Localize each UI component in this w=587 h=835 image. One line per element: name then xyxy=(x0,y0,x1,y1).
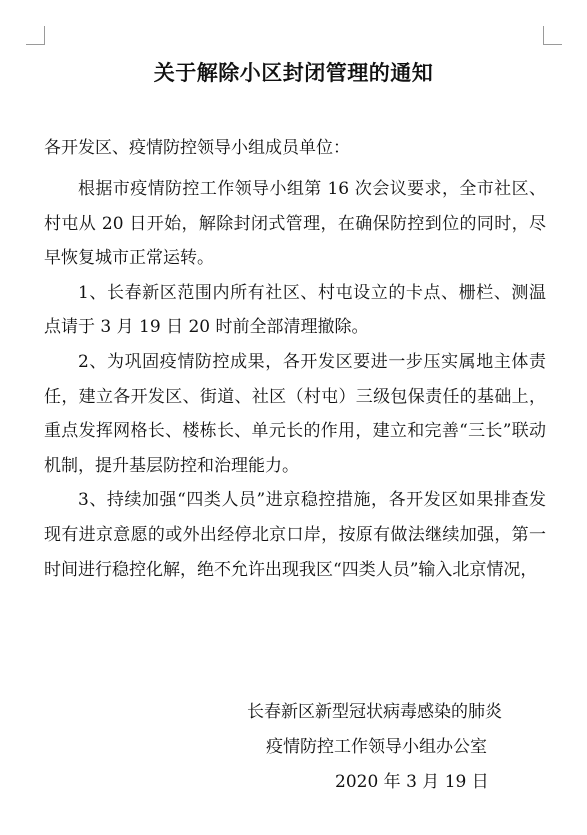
paragraph-item-1: 1、长春新区范围内所有社区、村屯设立的卡点、栅栏、测温点请于 3 月 19 日 20 时前全部清理撤除。 xyxy=(44,282,546,338)
page-corner-mark-top-left xyxy=(26,26,45,45)
signature-org-line-2: 疫情防控工作领导小组办公室 xyxy=(266,737,487,757)
paragraph-item-2: 2、为巩固疫情防控成果，各开发区要进一步压实属地主体责任，建立各开发区、街道、社区（村屯）三级包保责任的基础上，重点发挥网格长、楼栋长、单元长的作用，建立和完善“三长”联动机制，提升基层防控和治理能力。 xyxy=(44,351,546,476)
signature-org-line-1: 长春新区新型冠状病毒感染的肺炎 xyxy=(247,702,502,722)
signature-date: 2020 年 3 月 19 日 xyxy=(335,772,489,792)
paragraph-item-3: 3、持续加强“四类人员”进京稳控措施，各开发区如果排查发现有进京意愿的或外出经停北京口岸，按原有做法继续加强，第一时间进行稳控化解，绝不允许出现我区“四类人员”输入北京情况， xyxy=(44,490,546,580)
page-corner-mark-top-right xyxy=(543,26,562,45)
paragraph-intro: 根据市疫情防控工作领导小组第 16 次会议要求，全市社区、村屯从 20 日开始，解除封闭式管理，在确保防控到位的同时，尽早恢复城市正常运转。 xyxy=(44,179,546,269)
salutation: 各开发区、疫情防控领导小组成员单位： xyxy=(44,138,350,158)
document-title: 关于解除小区封闭管理的通知 xyxy=(153,61,434,85)
document-body xyxy=(44,172,546,587)
